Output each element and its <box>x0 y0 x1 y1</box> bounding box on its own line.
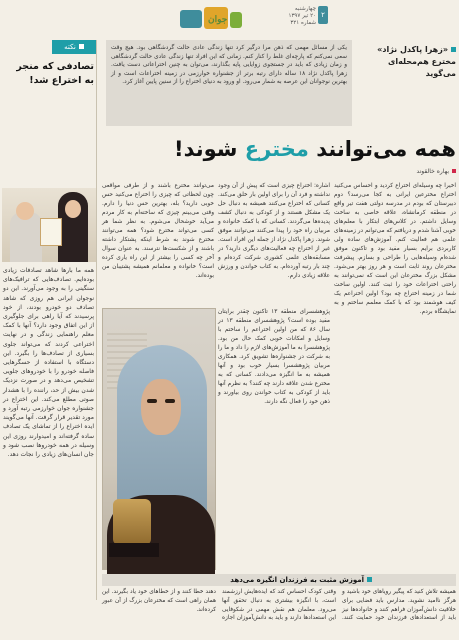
masthead <box>0 0 459 34</box>
main-photo <box>102 308 216 570</box>
square-icon <box>367 577 372 582</box>
author: بهاره خالقوند <box>250 168 456 175</box>
logo-text: جوان <box>208 14 228 24</box>
subheading-bar: آموزش مثبت به فرزندان انگیزه می‌دهد <box>102 574 456 586</box>
news-body: همه ما بارها شاهد تصادفات زیادی بوده‌ایم. تصادف‌هایی که ترافیک‌های سنگینی را به وجود می‌آورند. این دو نوجوان ایرانی هم روزی که شاهد تصادف دو خودرو بودند، از خود پرسیدند که آیا راهی برای جلوگیری از این اتفاق وجود دارد؟ آنها با کمک معلم راهنمایی زندگی و در نهایت اختراعی کردند که می‌تواند جلوی بسیاری از تصادف‌ها را بگیرد. این دستگاه با استفاده از حسگرهایی فاصله خودرو را با خودروهای جلویی تشخیص می‌دهد و در صورت نزدیک شدن بیش از حد، راننده را با هشدار صوتی مطلع می‌کند. این اختراع در جشنواره جوان خوارزمی رتبه آورد و مورد تقدیر قرار گرفت. آنها می‌گویند ایده اختراع را از تماشای یک تصادف ساده گرفته‌اند و امیدوارند روزی این وسیله در همه خودروها نصب شود و جان انسان‌های زیادی را نجات دهد. <box>3 267 94 459</box>
bullet-icon <box>452 169 456 173</box>
page-number-badge: ۲ <box>318 6 328 24</box>
issue-info: چهارشنبه ۲۰ تیر ۱۳۹۷ شماره ۳۲۱ <box>288 6 316 26</box>
news-title: تصادفی که منجر به اختراع شد! <box>16 61 94 86</box>
square-icon <box>79 44 84 49</box>
article-column-right: اخیرا چه وسیله‌ای اختراع کردید و احساس می‌کنید اختراع مخترعین ایرانی به کجا می‌رسد؟ دوم دبیرستان که بودم در مدرسه دولتی هفت تیر واقع در منطقه کرمانشاه، علاقه خاصی به ساخت وسایل داشتم. در کلاس‌های ابتکار با معلم‌های خوبی آشنا شدم و دریافتم که می‌توانم در زمینه‌های علمی هم فعالیت کنم. آموزش‌های ساده ولی کاربردی برایم بسیار مفید بود و تاکنون موفق شده‌ام وسیله‌هایی را طراحی و بسازم. پیشرفت مخترعان روند ثابت است و هر روز بهتر می‌شود. مشکل بزرگ مخترعان این است که نمی‌توانند به راحتی اختراعات خود را ثبت کنند. اولین ساخت شما در زمینه اختراع چه بود؟ اولین اختراعم یک کیف هوشمند بود که با کمک معلمم ساختم و به نمایشگاه بردم. <box>334 183 456 315</box>
photo-side-column: پژوهشسرای منطقه ۱۳ تاکنون چقدر برایتان مفید بوده است؟ پژوهشسرای منطقه ۱۳ در سال ۸۶ که من اولین اختراعم را ساختم با وسایل و امکانات خوبی کمک حال من بود. پژوهشسرا به ما آموزش‌های لازم را داد و ما را به شرکت در جشنواره‌ها تشویق کرد. همکاری مربیان پژوهشسرا بسیار خوب بود و آنها همیشه به ما انگیزه می‌دادند. کسانی که به مخترع شدن علاقه دارند چه کنند؟ به نظرم آنها باید از کودکی به کتاب خواندن روی بیاورند و ذهن خود را فعال نگه دارند. <box>218 309 331 405</box>
bottom-text: همیشه تلاش کنید که پیگیر رویاهای خود باشید و هرگز ناامید نشوید. مدارس باید فضایی برای خلاقیت دانش‌آموزان فراهم کنند و خانواده‌ها نیز باید از استعدادهای فرزندان خود حمایت کنند. وقتی کودک احساس کند که ایده‌هایش ارزشمند است، با انگیزه بیشتری به دنبال تحقق آنها می‌رود. معلمان هم نقش مهمی در شکوفایی این استعدادها دارند و باید به دانش‌آموزان اجازه دهند خطا کنند و از خطاهای خود یاد بگیرند. این همان راهی است که مخترعان بزرگ از آن عبور کرده‌اند. <box>102 589 456 622</box>
bullet-icon <box>451 47 456 52</box>
side-news-column <box>0 40 97 600</box>
main-article <box>100 40 459 622</box>
kicker: «زهرا پاکدل نژاد» مخترع هم‌محله‌ای می‌گوید <box>377 45 456 78</box>
intro-box: یکی از مسائل مهمی که ذهن مرا درگیر کرد تنها زندگی عادی حالت گردشگاهی بود. هیچ وقت سعی نمی‌کنم که پارچه‌ای غلط را کنار کنم. زمانی که این افراد تنها زندگی عادی حالت گردشگاهی و زمان زیادی که باید در جستجوی زوایایی پایه بگذارند، می‌توان به چنین اختراعاتی دست یافت. زهرا پاکدل نژاد ۱۸ ساله دارای رتبه برتر از جشنواره خوارزمی در زمینه اختراعات است و از بهترین نوجوانان این عرصه به شمار می‌رود. او ورود به دنیای اختراع را از سنین پایین آغاز کرد. <box>106 40 352 126</box>
news-photo <box>2 188 96 262</box>
article-column-left: می‌توانند مخترع باشند و از طرفی مواقعی چون لحظاتی که چیزی را اختراع می‌کنید حس خوبی دارید؟ بله، بهترین حس دنیا را دارم. وقتی می‌بینم چیزی که ساخته‌ام به کار مردم می‌آید خوشحال می‌شوم. به نظر شما هر کسی می‌تواند مخترع شود؟ همه می‌توانند مخترع شوند به شرط اینکه پشتکار داشته باشند و از شکست‌ها نترسند. به عنوان سوال آخر چه کسی را بیشتر از این راه یاری کرده است؟ خانواده و معلمانم همیشه پشتیبان من بوده‌اند. <box>102 183 214 279</box>
article-column-middle: اشاره: اختراع چیزی است که پیش از آن وجود نداشته و فرد آن را برای اولین بار خلق می‌کند. کسانی که اختراع می‌کنند همیشه به دنبال حل یک مشکل هستند و از کودکی به دنبال کشف پدیده‌ها می‌گردند. کسانی که با کمک خانواده و مربیان راه خود را پیدا می‌کنند می‌توانند موفق شوند. زهرا پاکدل نژاد از جمله این افراد است. غیر از اختراع چه فعالیت‌های دیگری دارید؟ در مسابقه‌های علمی کشوری شرکت کرده‌ام و چند بار رتبه آورده‌ام. به کتاب خواندن و ورزش علاقه زیادی دارم. <box>218 183 330 279</box>
headline: همه می‌توانند مخترع شوند! <box>174 137 456 161</box>
news-tag: نکته <box>52 40 96 54</box>
